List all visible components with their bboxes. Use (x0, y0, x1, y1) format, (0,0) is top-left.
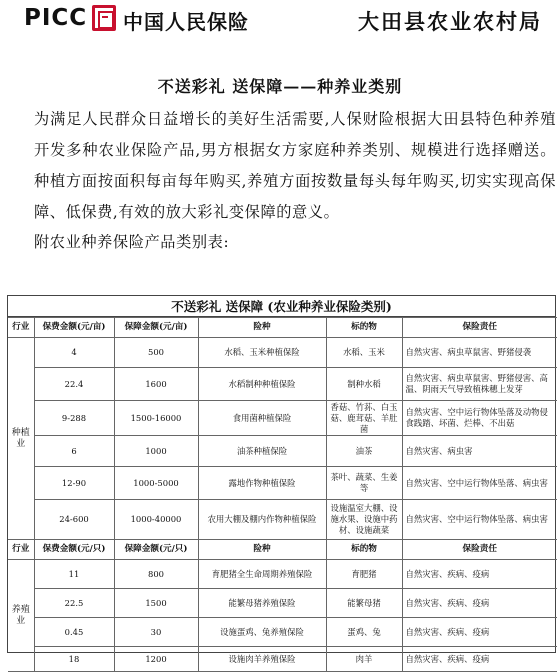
insurance-grid (8, 317, 557, 672)
header-liability: 保险责任 (402, 318, 557, 338)
premium-cell: 22.4 (34, 368, 114, 401)
table-row (8, 647, 557, 672)
header-industry: 行业 (8, 318, 34, 338)
subject-cell: 茶叶、蔬菜、生姜等 (326, 467, 402, 500)
letterhead (0, 0, 560, 44)
liability-cell: 自然灾害、疾病、疫病 (402, 647, 557, 672)
coverage-cell: 1000 (114, 436, 198, 467)
coverage-cell: 1500-16000 (114, 401, 198, 436)
insurance-table (7, 295, 556, 664)
table-row (8, 467, 557, 500)
premium-cell: 6 (34, 436, 114, 467)
coverage-cell: 30 (114, 618, 198, 647)
appendix-label: 附农业种养保险产品类别表: (34, 233, 230, 251)
liability-cell: 自然灾害、疾病、疫病 (402, 560, 557, 589)
liability-cell: 自然灾害、病虫草鼠害、野猪侵袭 (402, 338, 557, 368)
table-row (8, 338, 557, 368)
coverage-cell: 1000-5000 (114, 467, 198, 500)
header-coverage: 保障金额(元/亩) (114, 318, 198, 338)
subject-cell: 蛋鸡、兔 (326, 618, 402, 647)
header-premium: 保费金额(元/亩) (34, 318, 114, 338)
header-premium: 保费金额(元/只) (34, 540, 114, 560)
product-cell: 水稻制种种植保险 (198, 368, 326, 401)
company-name: 中国人民保险 (123, 10, 249, 34)
liability-cell: 自然灾害、空中运行物体坠落、病虫害 (402, 500, 557, 540)
subject-cell: 肉羊 (326, 647, 402, 672)
table-row (8, 368, 557, 401)
subject-cell: 油茶 (326, 436, 402, 467)
picc-seal-icon (92, 5, 116, 31)
bureau-name: 大田县农业农村局 (358, 9, 542, 34)
coverage-cell: 1500 (114, 589, 198, 618)
subject-cell: 水稻、玉米 (326, 338, 402, 368)
table-row (8, 436, 557, 467)
subject-cell: 能繁母猪 (326, 589, 402, 618)
table-title: 不送彩礼 送保障 (农业种养业保险类别) (8, 296, 555, 317)
subject-cell: 设施温室大棚、设施水果、设施中药材、设施蔬菜 (326, 500, 402, 540)
subject-cell: 制种水稻 (326, 368, 402, 401)
product-cell: 油茶种植保险 (198, 436, 326, 467)
liability-cell: 自然灾害、疾病、疫病 (402, 618, 557, 647)
premium-cell: 24-600 (34, 500, 114, 540)
premium-cell: 18 (34, 647, 114, 672)
header-subject: 标的物 (326, 318, 402, 338)
liability-cell: 自然灾害、病虫草鼠害、野猪侵害、高温、阴雨天气导致植株穗上发芽 (402, 368, 557, 401)
premium-cell: 4 (34, 338, 114, 368)
body-paragraph (4, 104, 556, 228)
liability-cell: 自然灾害、空中运行物体坠落及动物侵食践踏、坏菌、烂棒、不出菇 (402, 401, 557, 436)
header-product: 险种 (198, 540, 326, 560)
liability-cell: 自然灾害、空中运行物体坠落、病虫害 (402, 467, 557, 500)
picc-logo-text: PICC (24, 5, 88, 31)
header-product: 险种 (198, 318, 326, 338)
liability-cell: 自然灾害、病虫害 (402, 436, 557, 467)
premium-cell: 9-288 (34, 401, 114, 436)
product-cell: 设施肉羊养殖保险 (198, 647, 326, 672)
category-planting: 种植业 (8, 338, 34, 540)
table-row (8, 401, 557, 436)
coverage-cell: 1600 (114, 368, 198, 401)
document-title: 不送彩礼 送保障——种养业类别 (157, 77, 403, 96)
header-coverage: 保障金额(元/只) (114, 540, 198, 560)
product-cell: 水稻、玉米种植保险 (198, 338, 326, 368)
subject-cell: 育肥猪 (326, 560, 402, 589)
product-cell: 设施蛋鸡、兔养殖保险 (198, 618, 326, 647)
category-breeding: 养殖业 (8, 560, 34, 672)
premium-cell: 22.5 (34, 589, 114, 618)
coverage-cell: 500 (114, 338, 198, 368)
table-header-row (8, 540, 557, 560)
liability-cell: 自然灾害、疾病、疫病 (402, 589, 557, 618)
coverage-cell: 1000-40000 (114, 500, 198, 540)
coverage-cell: 800 (114, 560, 198, 589)
paragraph-text: 为满足人民群众日益增长的美好生活需要,人保财险根据大田县特色种养殖开发多种农业保险产品,男方根据女方家庭种养类别、规模进行选择赠送。种植方面按面积每亩每年购买,养殖方面按数量每头每年购买,切实实现高保障、低保费,有效的放大彩礼变保障的意义。 (34, 110, 556, 221)
product-cell: 露地作物种植保险 (198, 467, 326, 500)
premium-cell: 12-90 (34, 467, 114, 500)
premium-cell: 11 (34, 560, 114, 589)
product-cell: 食用菌种植保险 (198, 401, 326, 436)
table-row (8, 560, 557, 589)
premium-cell: 0.45 (34, 618, 114, 647)
header-subject: 标的物 (326, 540, 402, 560)
product-cell: 育肥猪全生命周期养殖保险 (198, 560, 326, 589)
table-header-row (8, 318, 557, 338)
table-row (8, 618, 557, 647)
table-row (8, 589, 557, 618)
coverage-cell: 1200 (114, 647, 198, 672)
table-row (8, 500, 557, 540)
header-industry: 行业 (8, 540, 34, 560)
header-liability: 保险责任 (402, 540, 557, 560)
product-cell: 能繁母猪养殖保险 (198, 589, 326, 618)
product-cell: 农用大棚及棚内作物种植保险 (198, 500, 326, 540)
subject-cell: 香菇、竹荪、白玉菇、鹿茸菇、羊肚菌 (326, 401, 402, 436)
